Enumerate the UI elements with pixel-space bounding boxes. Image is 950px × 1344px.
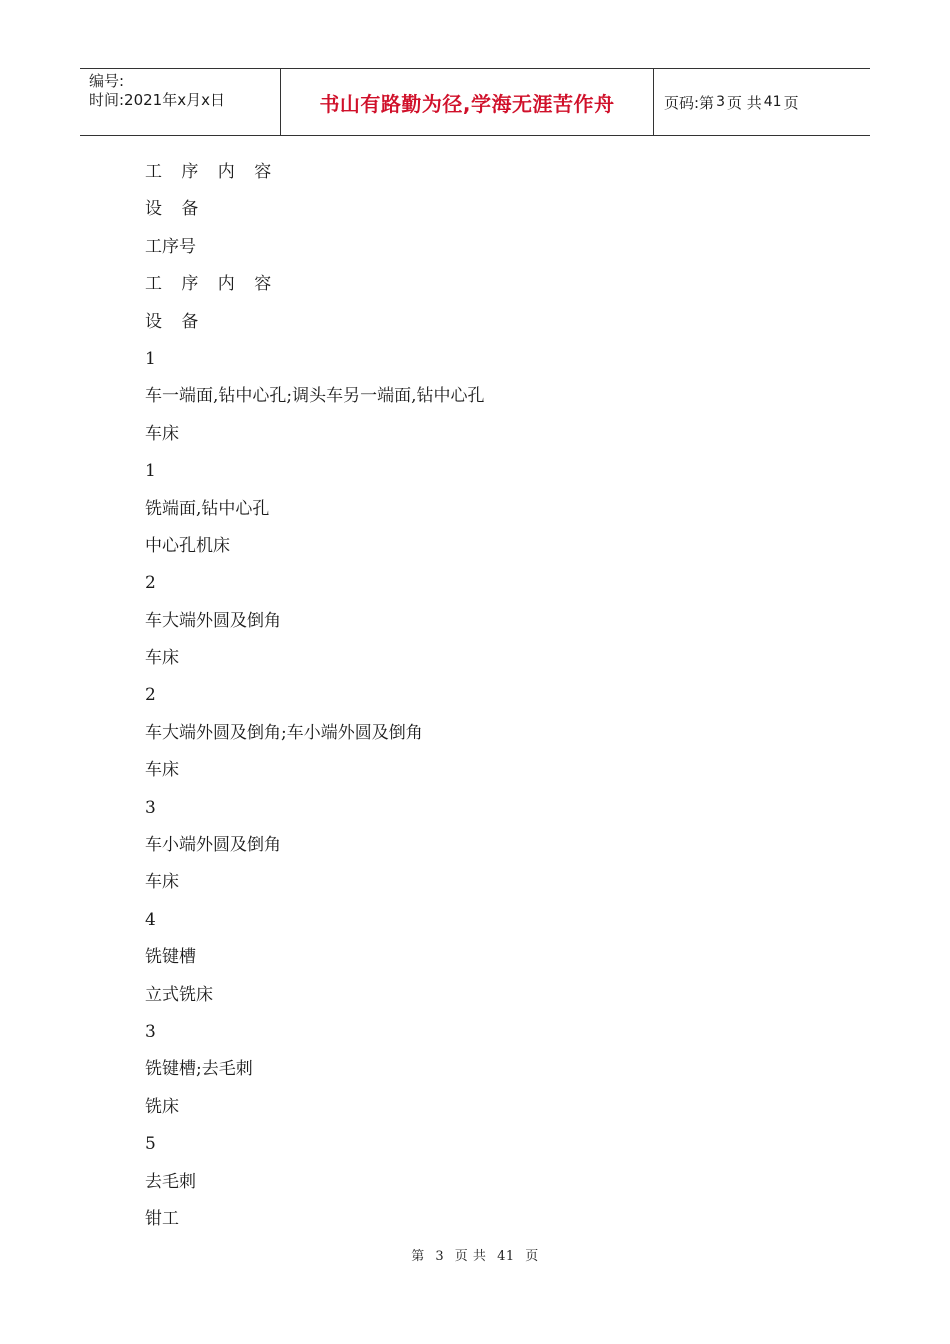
document-number-label: 编号: bbox=[89, 72, 125, 90]
text-line: 车床 bbox=[145, 423, 179, 444]
document-time-label: 时间:2021年x月x日 bbox=[89, 91, 225, 109]
header-page-suffix: 页 bbox=[783, 93, 799, 112]
header-page-indicator bbox=[654, 69, 870, 135]
text-line: 去毛刺 bbox=[145, 1171, 196, 1192]
text-line: 车大端外圆及倒角;车小端外圆及倒角 bbox=[145, 722, 423, 743]
text-line: 铣键槽;去毛刺 bbox=[145, 1059, 253, 1080]
footer-suffix: 页 bbox=[525, 1249, 539, 1264]
text-line: 车小端外圆及倒角 bbox=[145, 835, 281, 856]
text-line: 工 序 内 容 bbox=[145, 274, 279, 295]
text-line: 3 bbox=[145, 1021, 156, 1042]
footer-current-page: 3 bbox=[435, 1249, 445, 1264]
document-body bbox=[145, 158, 845, 1242]
text-line: 铣床 bbox=[145, 1096, 179, 1117]
text-line: 2 bbox=[145, 573, 156, 594]
text-line: 3 bbox=[145, 797, 156, 818]
text-line: 工序号 bbox=[145, 236, 196, 257]
text-line: 钳工 bbox=[145, 1208, 179, 1229]
footer-mid: 页 共 bbox=[454, 1249, 487, 1264]
header-page-mid: 页 共 bbox=[726, 93, 762, 112]
header-page-prefix: 页码:第 bbox=[664, 93, 715, 112]
footer-total-pages: 41 bbox=[497, 1249, 515, 1264]
page-footer bbox=[0, 1245, 950, 1264]
text-line: 车床 bbox=[145, 760, 179, 781]
header-motto: 书山有路勤为径,学海无涯苦作舟 bbox=[281, 69, 654, 135]
text-line: 5 bbox=[145, 1134, 156, 1155]
text-line: 1 bbox=[145, 461, 156, 482]
text-line: 车一端面,钻中心孔;调头车另一端面,钻中心孔 bbox=[145, 386, 485, 407]
footer-prefix: 第 bbox=[411, 1249, 425, 1264]
header-page-total: 41 bbox=[763, 94, 782, 110]
text-line: 车床 bbox=[145, 648, 179, 669]
text-line: 工 序 内 容 bbox=[145, 162, 279, 182]
text-line: 铣端面,钻中心孔 bbox=[145, 498, 270, 519]
text-line: 中心孔机床 bbox=[145, 535, 230, 556]
text-line: 设 备 bbox=[145, 311, 206, 332]
text-line: 铣键槽 bbox=[145, 947, 196, 968]
text-line: 2 bbox=[145, 685, 156, 706]
page-header bbox=[80, 68, 870, 136]
header-page-current: 3 bbox=[716, 94, 725, 110]
text-line: 车床 bbox=[145, 872, 179, 893]
text-line: 立式铣床 bbox=[145, 984, 213, 1005]
text-line: 车大端外圆及倒角 bbox=[145, 610, 281, 631]
text-line: 设 备 bbox=[145, 199, 206, 220]
text-line: 4 bbox=[145, 909, 156, 930]
header-meta bbox=[80, 69, 281, 135]
text-line: 1 bbox=[145, 348, 156, 369]
